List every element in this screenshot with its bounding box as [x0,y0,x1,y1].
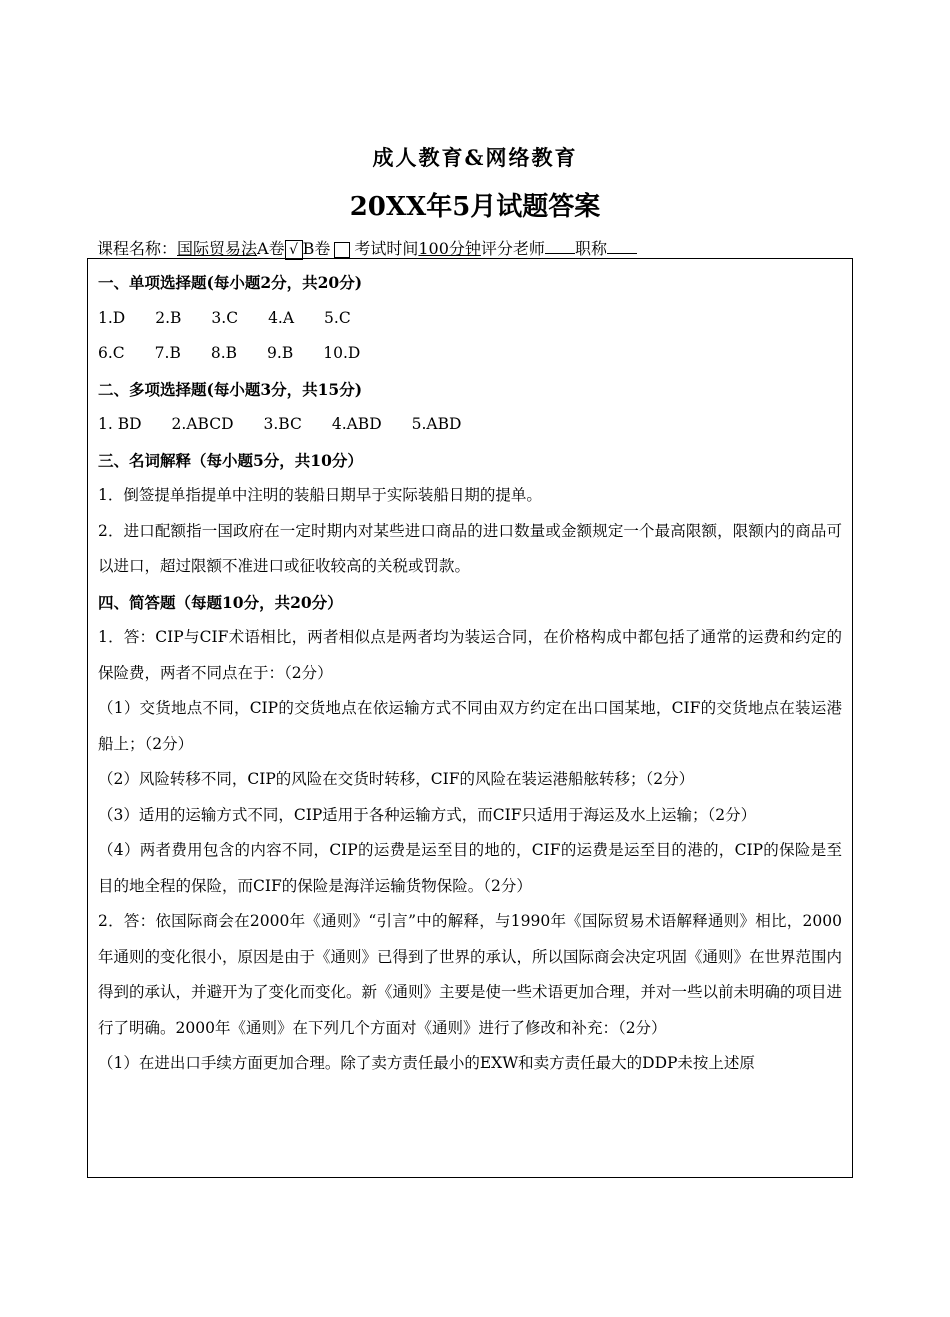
answer-item: 9.B [267,344,294,362]
answer-item: 8.B [210,344,238,362]
section-4-paragraph: （2）风险转移不同，CIP的风险在交货时转移，CIF的风险在装运港船舷转移；（2分） [98,770,695,788]
grader-blank[interactable] [545,239,575,254]
paper-a-checkbox[interactable]: √ [285,240,303,260]
answer-item: 5.C [324,308,351,327]
title-label: 职称 [574,239,607,258]
answer-item: 1.D [98,308,126,327]
answer-item: 7.B [154,344,181,362]
answer-item: 2.ABCD [171,415,234,433]
grader-label: 评分老师 [480,239,545,258]
section-4-paragraph: （1）交货地点不同，CIP的交货地点在依运输方式不同由双方约定在出口国某地，CIF的交货地点在装运港船上；（2分） [98,699,842,753]
answer-frame [87,258,853,1178]
course-name: 国际贸易法 [177,239,258,258]
section-4-paragraph: 1．答：CIP与CIF术语相比，两者相似点是两者均为装运合同，在价格构成中都包括了通常的运费和约定的保险费，两者不同点在于：（2分） [98,628,842,682]
org-heading: 成人教育&网络教育 [372,145,578,170]
answer-item: 1. BD [98,415,142,433]
section-3-paragraph: 2．进口配额指一国政府在一定时期内对某些进口商品的进口数量或金额规定一个最高限额，限额内的商品可以进口，超过限额不准进口或征收较高的关税或罚款。 [98,521,842,575]
section-4-paragraph: （3）适用的运输方式不同，CIP适用于各种运输方式，而CIF只适用于海运及水上运输；（2分） [98,805,757,824]
answer-item: 2.B [155,308,182,327]
answer-item: 4.ABD [331,415,382,433]
exam-time-value: 100分钟 [418,239,481,258]
answer-item: 3.C [211,308,239,327]
section-4-paragraph: （4）两者费用包含的内容不同，CIP的运费是运至目的地的，CIF的运费是运至目的港的，CIP的保险是至目的地全程的保险，而CIF的保险是海洋运输货物保险。（2分） [98,841,842,895]
answer-item: 10.D [323,344,361,362]
section-3-title: 三、名词解释（每小题5分，共10分） [98,450,363,470]
answer-item: 6.C [98,344,125,362]
answer-content [88,259,852,1082]
paper-b-checkbox[interactable] [334,242,350,258]
title-blank[interactable] [607,239,637,254]
paper-a-label: A卷 [257,239,285,258]
exam-meta-line [97,236,637,260]
answer-item: 5.ABD [411,415,462,433]
answer-item: 4.A [268,308,295,327]
section-2-title: 二、多项选择题(每小题3分，共15分) [98,379,363,399]
section-1-row-2 [98,336,842,372]
answer-item: 3.BC [263,415,302,433]
section-3-paragraph: 1．倒签提单指提单中注明的装船日期早于实际装船日期的提单。 [98,486,542,504]
section-4-paragraph: 2．答：依国际商会在2000年《通则》“引言”中的解释，与1990年《国际贸易术语解释通则》相比，2000年通则的变化很小，原因是由于《通则》已得到了世界的承认，所以国际商会决定巩固《通则》在世界范围内得到的承认，并避开为了变化而变化。新《通则》主要是使一些术语更加合理，并对一些以前未明确的项目进行了明确。2000年《通则》在下列几个方面对《通则》进行了修改和补充：（2分） [98,912,843,1037]
section-2-row-1 [98,407,842,443]
paper-b-label: B卷 [302,239,331,258]
course-label: 课程名称： [97,239,178,258]
exam-time-label: 考试时间 [354,239,419,258]
section-1-row-1 [98,301,842,337]
section-4-paragraph: （1）在进出口手续方面更加合理。除了卖方责任最小的EXW和卖方责任最大的DDP未按上述原 [98,1054,755,1072]
section-4-title: 四、简答题（每题10分，共20分） [98,592,343,612]
section-1-title: 一、单项选择题(每小题2分，共20分) [98,273,363,292]
page-title: 20XX年5月试题答案 [349,192,601,222]
